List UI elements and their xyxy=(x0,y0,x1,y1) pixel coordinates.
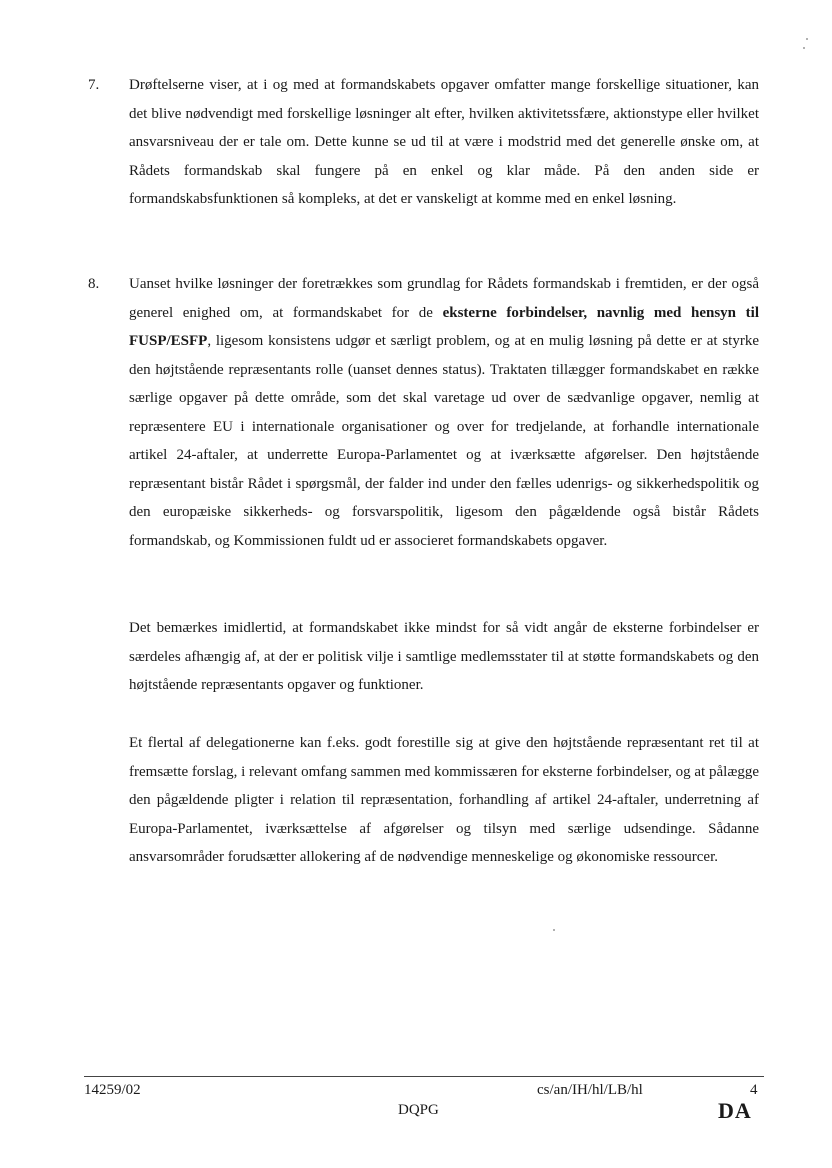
author-codes: cs/an/IH/hl/LB/hl xyxy=(537,1082,643,1098)
paragraph-text-part: Uanset hvilke løsninger der foretrækkes som grundlag for Rådets formandskab i fremtiden, er der også generel enighed om, at formandskabet for de xyxy=(129,276,759,321)
body-paragraph: Et flertal af delegationerne kan f.eks. godt forestille sig at give den højtstående repræsentant ret til at fremsætte forslag, i relevant omfang sammen med kommissæren for eksterne forbindelser, og at pålægge den pågældende pligter i relation til repræsentation, forhandling af artikel 24-aftaler, underretning af Europa-Parlamentet, iværksættelse af afgørelser og tilsyn med særlige udsendinge. Sådanne ansvarsområder forudsætter allokering af de nødvendige menneskelige og økonomiske ressourcer. xyxy=(129,735,759,865)
body-paragraph: Det bemærkes imidlertid, at formandskabet ikke mindst for så vidt angår de eksterne forbindelser er særdeles afhængig af, at der er politisk vilje i samtlige medlemsstater til at støtte formandskabets og den højtstående repræsentants opgaver og funktioner. xyxy=(129,620,759,693)
scan-speck xyxy=(806,38,808,40)
scan-speck xyxy=(803,47,805,49)
document-reference: 14259/02 xyxy=(84,1082,141,1098)
bold-emphasis: eksterne forbindelser, navnlig med hensyn til FUSP/ESFP xyxy=(129,304,759,349)
paragraph-text: Drøftelserne viser, at i og med at formandskabets opgaver omfatter mange forskellige situationer, kan det blive nødvendigt med forskellige løsninger alt efter, hvilken aktivitetssfære, aktionstype eller hvilket ansvarsniveau der er tale om. Dette kunne se ud til at være i modstrid med det generelle ønske om, at Rådets formandskab skal fungere på en enkel og klar måde. På den anden side er formandskabsfunktionen så kompleks, at det er vanskeligt at komme med en enkel løsning. xyxy=(129,77,759,207)
paragraph-text xyxy=(129,270,759,555)
scan-speck xyxy=(553,929,555,931)
footer-divider xyxy=(84,1076,764,1077)
department-code: DQPG xyxy=(398,1102,439,1118)
paragraph-number: 7. xyxy=(88,77,100,93)
page-number: 4 xyxy=(750,1082,758,1098)
paragraph-number: 8. xyxy=(88,276,100,292)
paragraph-text-part: , ligesom konsistens udgør et særligt problem, og at en mulig løsning på dette er at styrke den højtstående repræsentants rolle (uanset dennes status). Traktaten tillægger formandskabet en række særlige opgaver på dette område, som det skal varetage ud over de sædvanlige opgaver, nemlig at repræsentere EU i internationale organisationer og over for tredjelande, at forhandle internationale artikel 24-aftaler, at underrette Europa-Parlamentet og at iværksætte afgørelser. Den højtstående repræsentant bistår Rådet i spørgsmål, der falder ind under den fælles udenrigs- og sikkerhedspolitik og den europæiske sikkerheds- og forsvarspolitik, ligesom den pågældende også bistår Rådets formandskab, og Kommissionen fuldt ud er associeret formandskabets opgaver. xyxy=(129,333,759,549)
language-code: DA xyxy=(718,1098,752,1123)
